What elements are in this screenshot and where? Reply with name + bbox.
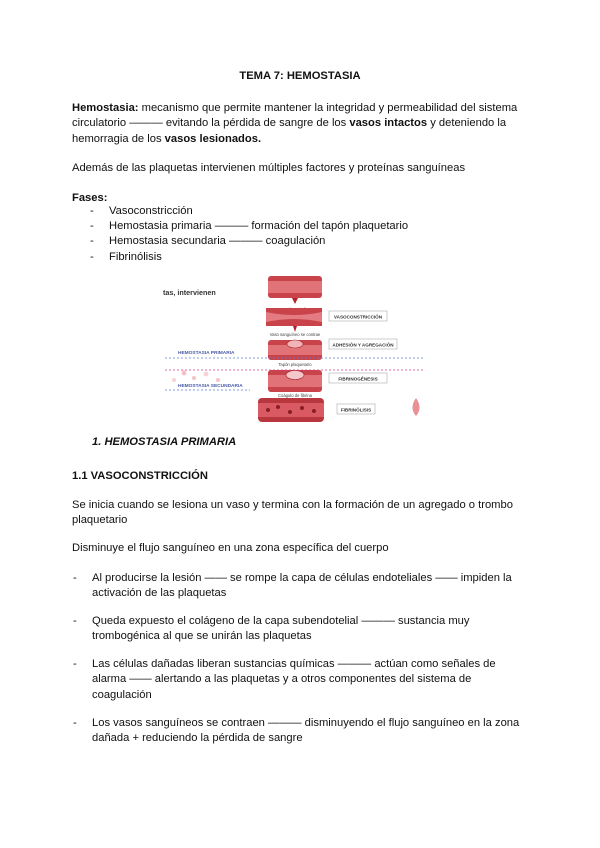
- intro-paragraph: Además de las plaquetas intervienen múltiples factores y proteínas sanguíneas: [72, 162, 466, 174]
- definition-term: Hemostasia:: [72, 102, 139, 114]
- list-item: - Fibrinólisis: [90, 250, 530, 265]
- drop-icon: [413, 398, 420, 416]
- list-item: - Hemostasia secundaria ——— coagulación: [90, 234, 530, 249]
- section-paragraph-2: Disminuye el flujo sanguíneo en una zona específica del cuerpo: [72, 542, 389, 554]
- phases-list: [90, 204, 530, 265]
- vessel-5: [258, 398, 324, 422]
- side-label-primary: HEMOSTASIA PRIMARIA: [178, 351, 235, 356]
- list-item: - Al producirse la lesión —— se rompe la capa de células endoteliales —— impiden la activación de las plaquetas: [73, 572, 512, 600]
- vessel-2: [266, 308, 322, 332]
- vessel-3: [268, 340, 322, 360]
- vessel-caption: Coágulo de fibrina: [278, 393, 312, 398]
- side-label-secondary: HEMOSTASIA SECUNDARIA: [178, 384, 243, 389]
- stage-label-fibrinolysis: FIBRINÓLISIS: [340, 407, 372, 413]
- list-item: - Las células dañadas liberan sustancias químicas ——— actúan como señales de alarma —— alertando a las plaquetas y a otros componentes del sistema de coagulación: [73, 658, 496, 701]
- list-item: - Queda expuesto el colágeno de la capa subendotelial ——— sustancia muy trombogénica al que se unirán las plaquetas: [73, 615, 470, 643]
- list-item: - Los vasos sanguíneos se contraen ——— disminuyendo el flujo sanguíneo en la zona dañada + reduciendo la pérdida de sangre: [73, 717, 520, 745]
- section-paragraph-1: Se inicia cuando se lesiona un vaso y termina con la formación de un agregado o trombo plaquetario: [72, 499, 513, 527]
- page-title: TEMA 7: HEMOSTASIA: [239, 70, 361, 82]
- phases-heading: Fases:: [72, 192, 108, 204]
- list-item: - Vasoconstricción: [90, 204, 530, 219]
- stage-label-vasoconstriction: VASOCONSTRICCIÓN: [333, 314, 383, 320]
- definition-bold-1: vasos intactos: [349, 117, 428, 130]
- definition-paragraph: [72, 101, 532, 147]
- definition-bold-2: vasos lesionados.: [164, 132, 262, 145]
- stage-label-fibrinogenesis: FIBRINOGÉNESIS: [338, 376, 378, 382]
- list-item: - Hemostasia primaria ——— formación del tapón plaquetario: [90, 219, 530, 234]
- definition-text-1: mecanismo que permite mantener la integridad y permeabilidad del sistema circulatorio ——— evitando la pérdida de sangre de los: [72, 102, 518, 130]
- vessel-caption: Tapón plaquetario: [278, 362, 312, 367]
- vessel-4: [268, 370, 322, 392]
- stage-label-adhesion: ADHESIÓN Y AGREGACIÓN: [332, 342, 394, 348]
- definition-text-2: y deteniendo la hemorragia de los: [72, 117, 507, 145]
- vessel-1: [268, 276, 322, 304]
- vessel-caption: Vaso sanguíneo se contrae: [269, 332, 321, 337]
- figure-partial-text: tas, intervienen: [163, 288, 216, 297]
- section-1-1-heading: 1.1 VASOCONSTRICCIÓN: [72, 470, 208, 482]
- section-1-heading: 1. HEMOSTASIA PRIMARIA: [92, 436, 237, 448]
- hemostasis-figure: [160, 270, 430, 426]
